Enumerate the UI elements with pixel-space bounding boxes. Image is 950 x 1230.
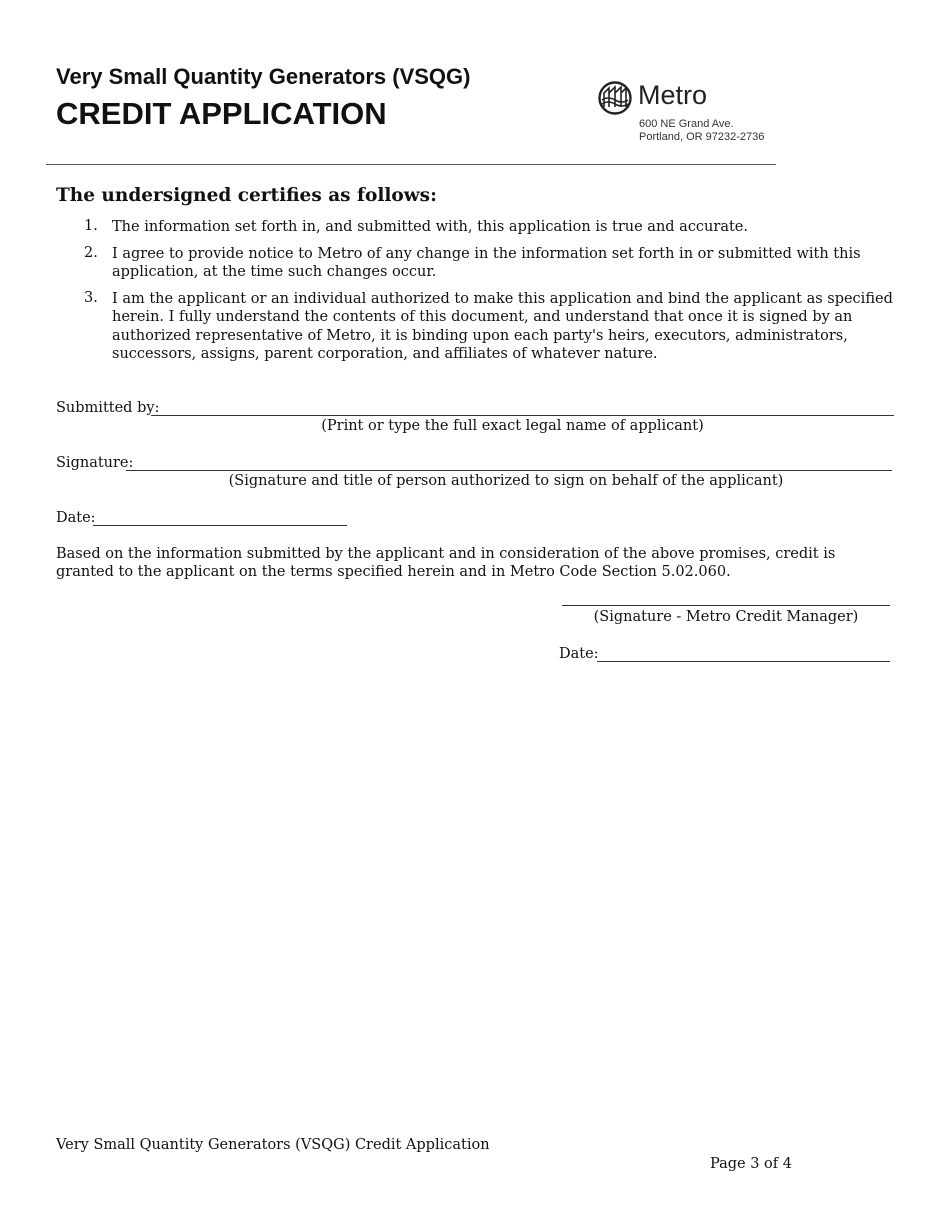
page-number: Page 3 of 4 xyxy=(710,1156,792,1172)
metro-signature-caption: (Signature - Metro Credit Manager) xyxy=(593,609,859,625)
metro-date-label: Date: xyxy=(559,646,599,662)
list-item-number: 3. xyxy=(84,290,98,306)
signature-caption: (Signature and title of person authorized to sign on behalf of the applicant) xyxy=(228,473,784,489)
certification-heading: The undersigned certifies as follows: xyxy=(56,185,437,206)
list-item-text: I agree to provide notice to Metro of any change in the information set forth in or submitted with this application, at the time such changes occur. xyxy=(112,246,861,281)
credit-grant-paragraph: Based on the information submitted by the applicant and in consideration of the above promises, credit is granted to the applicant on the terms specified herein and in Metro Code Section 5.02.060. xyxy=(56,546,836,581)
header-divider xyxy=(46,164,776,165)
list-item-number: 2. xyxy=(84,245,98,261)
footer-title: Very Small Quantity Generators (VSQG) Credit Application xyxy=(56,1137,490,1153)
date-label: Date: xyxy=(56,510,96,526)
list-item-text: I am the applicant or an individual authorized to make this application and bind the applicant as specified herein. I fully understand the contents of this document, and understand that once it is signed by an authorized representative of Metro, it is binding upon each party's heirs, executors, administrators, successors, assigns, parent corporation, and affiliates of whatever nature. xyxy=(112,291,893,362)
submitted-by-field[interactable] xyxy=(151,415,894,416)
signature-label: Signature: xyxy=(56,455,134,471)
list-item-text: The information set forth in, and submitted with, this application is true and accurate. xyxy=(112,219,748,235)
metro-date-field[interactable] xyxy=(597,661,890,662)
document-title: CREDIT APPLICATION xyxy=(56,96,387,131)
date-field[interactable] xyxy=(93,525,347,526)
metro-signature-field[interactable] xyxy=(562,605,890,606)
list-item-number: 1. xyxy=(84,218,98,234)
submitted-by-caption: (Print or type the full exact legal name of applicant) xyxy=(321,418,704,434)
metro-address-line1: 600 NE Grand Ave. xyxy=(639,118,734,130)
document-subtitle: Very Small Quantity Generators (VSQG) xyxy=(56,64,471,89)
metro-address-line2: Portland, OR 97232-2736 xyxy=(639,131,765,143)
signature-field[interactable] xyxy=(126,470,892,471)
submitted-by-label: Submitted by: xyxy=(56,400,160,416)
metro-wordmark: Metro xyxy=(638,80,708,110)
